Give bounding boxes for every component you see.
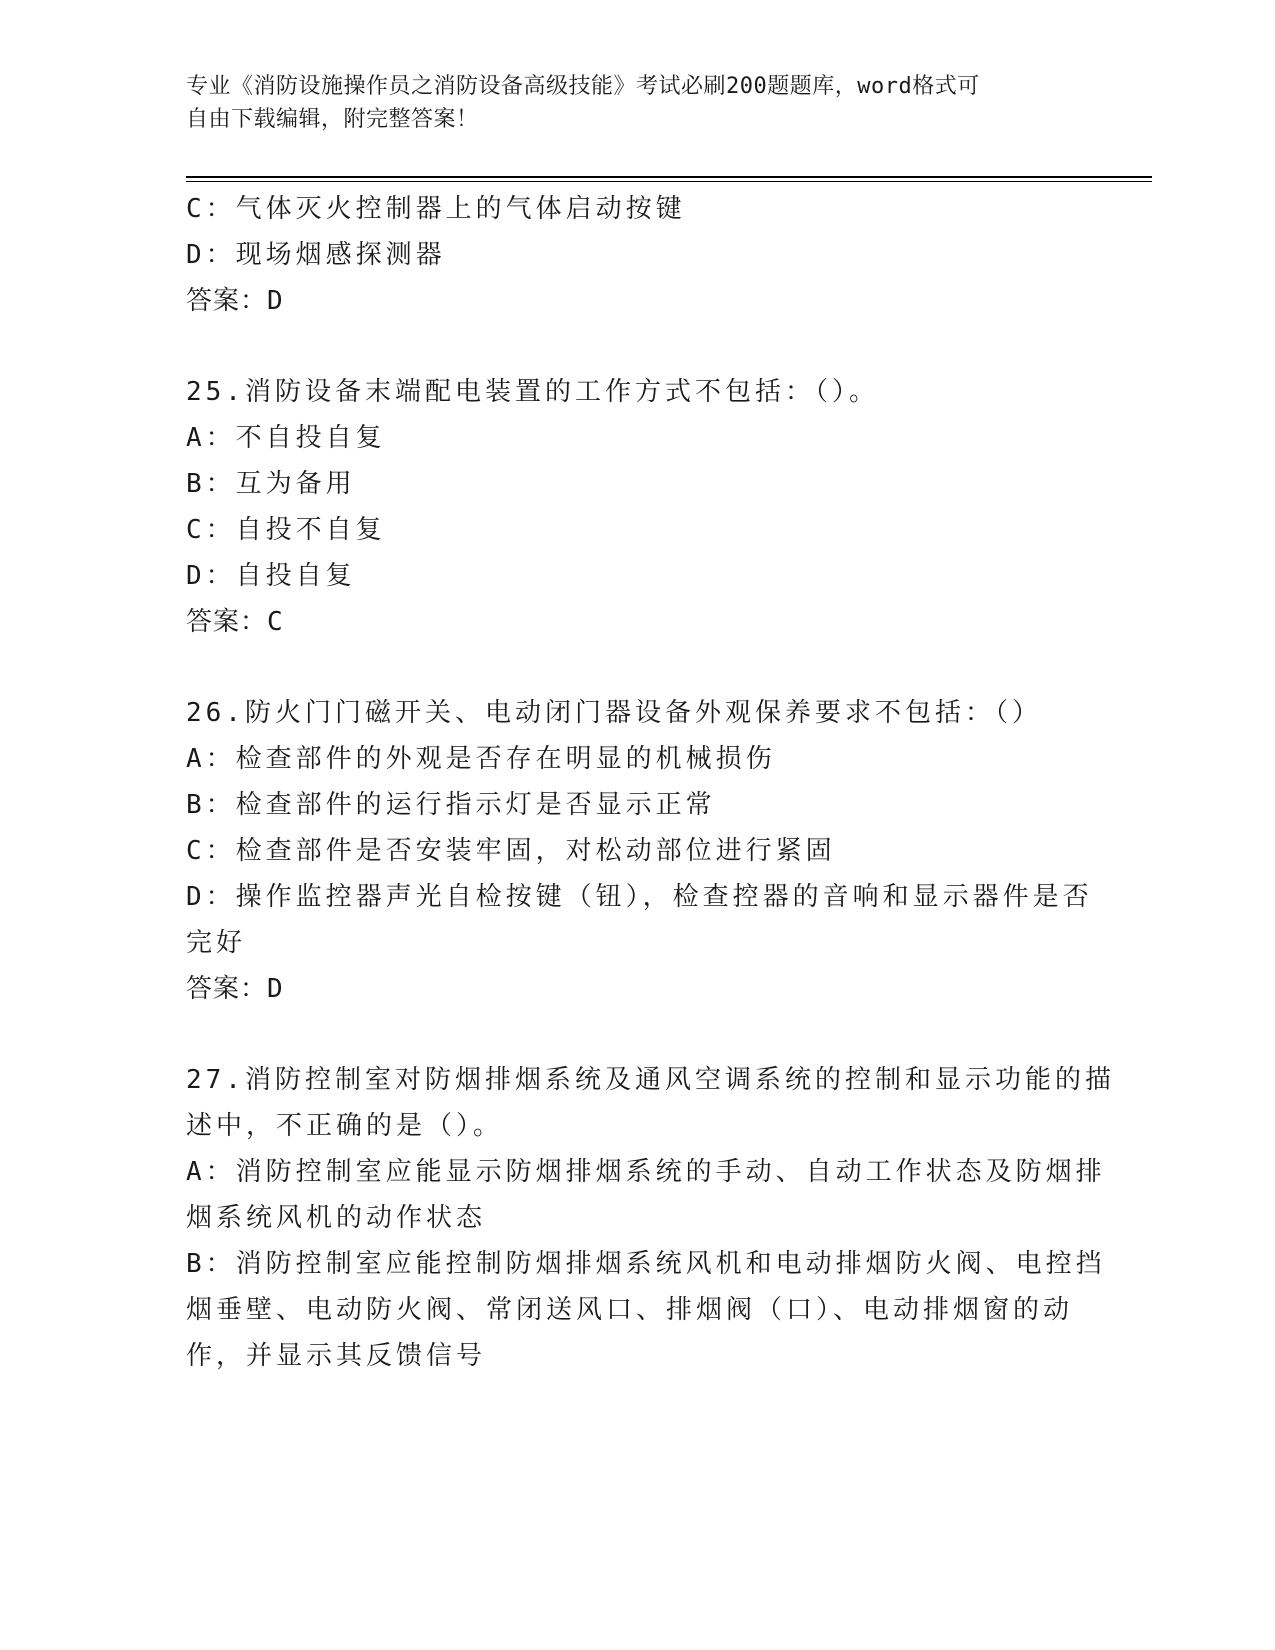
question-gap <box>186 645 1066 690</box>
question-26 <box>186 690 1093 1012</box>
option-a: A：检查部件的外观是否存在明显的机械损伤 <box>186 744 776 774</box>
question-gap <box>186 324 1066 369</box>
document-header <box>186 70 1066 136</box>
question-stem-line-1: 27.消防控制室对防烟排烟系统及通风空调系统的控制和显示功能的描 <box>186 1065 1115 1095</box>
question-27 <box>186 1057 1115 1379</box>
option-b-line-2: 烟垂壁、电动防火阀、常闭送风口、排烟阀（口）、电动排烟窗的动 <box>186 1295 1074 1325</box>
option-d-line-1: D：操作监控器声光自检按键（钮），检查控器的音响和显示器件是否 <box>186 882 1093 912</box>
option-c: C：自投不自复 <box>186 515 386 545</box>
header-line-2: 自由下载编辑，附完整答案！ <box>186 107 479 132</box>
option-d-line-2: 完好 <box>186 928 247 958</box>
option-b-line-1: B：消防控制室应能控制防烟排烟系统风机和电动排烟防火阀、电控挡 <box>186 1249 1106 1279</box>
answer: 答案：D <box>186 974 284 1004</box>
option-c: C：检查部件是否安装牢固，对松动部位进行紧固 <box>186 836 836 866</box>
option-a: A：不自投自复 <box>186 423 386 453</box>
question-gap <box>186 1012 1066 1057</box>
question-24 <box>186 186 1066 324</box>
option-a-line-1: A：消防控制室应能显示防烟排烟系统的手动、自动工作状态及防烟排 <box>186 1157 1106 1187</box>
option-b: B：互为备用 <box>186 469 356 499</box>
option-b: B：检查部件的运行指示灯是否显示正常 <box>186 790 716 820</box>
question-stem-line-2: 述中，不正确的是（）。 <box>186 1111 504 1141</box>
option-d: D：现场烟感探测器 <box>186 240 446 270</box>
question-stem: 26.防火门门磁开关、电动闭门器设备外观保养要求不包括：（） <box>186 698 1042 728</box>
option-d: D：自投自复 <box>186 561 356 591</box>
question-list <box>186 186 1115 1379</box>
question-stem: 25.消防设备末端配电装置的工作方式不包括：（）。 <box>186 377 879 407</box>
answer: 答案：D <box>186 286 284 316</box>
header-divider <box>186 176 1152 182</box>
option-b-line-3: 作，并显示其反馈信号 <box>186 1341 487 1371</box>
question-25 <box>186 369 1066 645</box>
option-a-line-2: 烟系统风机的动作状态 <box>186 1203 487 1233</box>
header-line-1: 专业《消防设施操作员之消防设备高级技能》考试必刷200题题库，word格式可 <box>186 74 980 99</box>
answer: 答案：C <box>186 607 284 637</box>
option-c: C：气体灭火控制器上的气体启动按键 <box>186 194 686 224</box>
